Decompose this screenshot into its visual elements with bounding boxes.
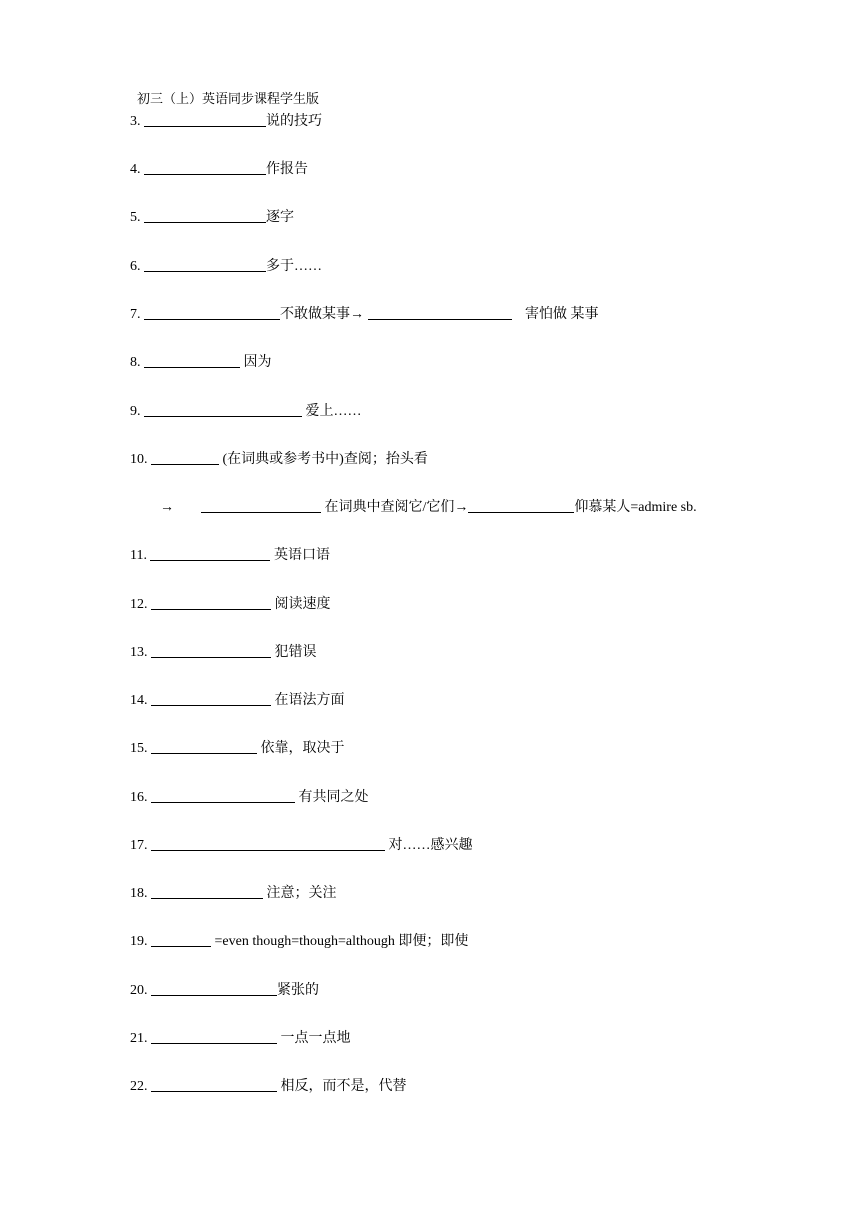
item-number: 7. bbox=[130, 307, 141, 322]
item-number: 10. bbox=[130, 452, 148, 467]
item-16 bbox=[130, 788, 369, 807]
item-text: 一点一点地 bbox=[280, 1031, 351, 1046]
item-15 bbox=[130, 739, 345, 758]
item-text-2: 仰慕某人=admire sb. bbox=[574, 500, 697, 515]
answer-blank[interactable] bbox=[144, 208, 266, 223]
item-text: 逐字 bbox=[266, 210, 294, 225]
item-3 bbox=[130, 112, 322, 131]
item-text: (在词典或参考书中)查阅；抬头看 bbox=[222, 452, 428, 467]
item-number: 8. bbox=[130, 355, 141, 370]
item-number: 5. bbox=[130, 210, 141, 225]
item-20 bbox=[130, 981, 319, 1000]
item-text: 相反，而不是，代替 bbox=[280, 1079, 407, 1094]
item-22 bbox=[130, 1077, 407, 1096]
item-text: 不敢做某事→ bbox=[280, 307, 364, 322]
item-number: 9. bbox=[130, 404, 141, 419]
page-header: 初三（上）英语同步课程学生版 bbox=[137, 91, 320, 106]
answer-blank[interactable] bbox=[151, 884, 263, 899]
item-text: 有共同之处 bbox=[298, 790, 369, 805]
item-6 bbox=[130, 257, 322, 276]
item-text: 英语口语 bbox=[273, 548, 330, 563]
item-21 bbox=[130, 1029, 351, 1048]
item-5 bbox=[130, 208, 294, 227]
answer-blank[interactable] bbox=[151, 595, 271, 610]
item-text: 说的技巧 bbox=[266, 114, 322, 129]
item-number: 18. bbox=[130, 886, 148, 901]
item-number: 12. bbox=[130, 597, 148, 612]
answer-blank[interactable] bbox=[150, 546, 270, 561]
item-text: 紧张的 bbox=[277, 983, 319, 998]
answer-blank-2[interactable] bbox=[468, 498, 574, 513]
item-14 bbox=[130, 691, 345, 710]
item-text: 在语法方面 bbox=[274, 693, 345, 708]
item-number: 4. bbox=[130, 162, 141, 177]
answer-blank[interactable] bbox=[151, 1029, 277, 1044]
item-number: 16. bbox=[130, 790, 148, 805]
answer-blank[interactable] bbox=[144, 160, 266, 175]
item-18 bbox=[130, 884, 337, 903]
answer-blank[interactable] bbox=[144, 353, 240, 368]
item-text: 多于…… bbox=[266, 259, 322, 274]
item-text: 在词典中查阅它/它们→ bbox=[324, 500, 469, 515]
item-number: 11. bbox=[130, 548, 147, 563]
item-19 bbox=[130, 932, 468, 951]
item-number: 6. bbox=[130, 259, 141, 274]
item-number: 21. bbox=[130, 1031, 148, 1046]
arrow-icon: → bbox=[160, 500, 174, 515]
answer-blank[interactable] bbox=[151, 932, 211, 947]
item-10-continuation bbox=[160, 498, 697, 517]
answer-blank[interactable] bbox=[151, 788, 295, 803]
item-number: 22. bbox=[130, 1079, 148, 1094]
answer-blank[interactable] bbox=[144, 402, 302, 417]
item-8 bbox=[130, 353, 272, 372]
item-9 bbox=[130, 402, 362, 421]
item-text: 注意；关注 bbox=[266, 886, 337, 901]
item-number: 17. bbox=[130, 838, 148, 853]
item-10 bbox=[130, 450, 428, 469]
answer-blank[interactable] bbox=[144, 305, 280, 320]
item-number: 15. bbox=[130, 741, 148, 756]
answer-blank[interactable] bbox=[151, 981, 277, 996]
item-text: 阅读速度 bbox=[274, 597, 331, 612]
item-text: =even though=though=although 即便；即使 bbox=[214, 934, 469, 949]
item-17 bbox=[130, 836, 473, 855]
answer-blank[interactable] bbox=[151, 450, 219, 465]
item-11 bbox=[130, 546, 330, 565]
answer-blank[interactable] bbox=[151, 739, 257, 754]
item-number: 3. bbox=[130, 114, 141, 129]
answer-blank[interactable] bbox=[144, 112, 266, 127]
item-text: 作报告 bbox=[266, 162, 308, 177]
item-number: 19. bbox=[130, 934, 148, 949]
item-12 bbox=[130, 595, 331, 614]
item-7 bbox=[130, 305, 599, 324]
item-number: 13. bbox=[130, 645, 148, 660]
item-text: 对……感兴趣 bbox=[388, 838, 473, 853]
item-number: 20. bbox=[130, 983, 148, 998]
item-text-2: 害怕做 某事 bbox=[525, 307, 599, 322]
answer-blank[interactable] bbox=[151, 643, 271, 658]
answer-blank[interactable] bbox=[201, 498, 321, 513]
answer-blank[interactable] bbox=[144, 257, 266, 272]
answer-blank-2[interactable] bbox=[368, 305, 512, 320]
item-13 bbox=[130, 643, 317, 662]
answer-blank[interactable] bbox=[151, 1077, 277, 1092]
item-text: 依靠，取决于 bbox=[260, 741, 345, 756]
item-text: 因为 bbox=[243, 355, 272, 370]
answer-blank[interactable] bbox=[151, 836, 385, 851]
item-4 bbox=[130, 160, 308, 179]
answer-blank[interactable] bbox=[151, 691, 271, 706]
item-text: 犯错误 bbox=[274, 645, 317, 660]
item-number: 14. bbox=[130, 693, 148, 708]
item-text: 爱上…… bbox=[305, 404, 362, 419]
